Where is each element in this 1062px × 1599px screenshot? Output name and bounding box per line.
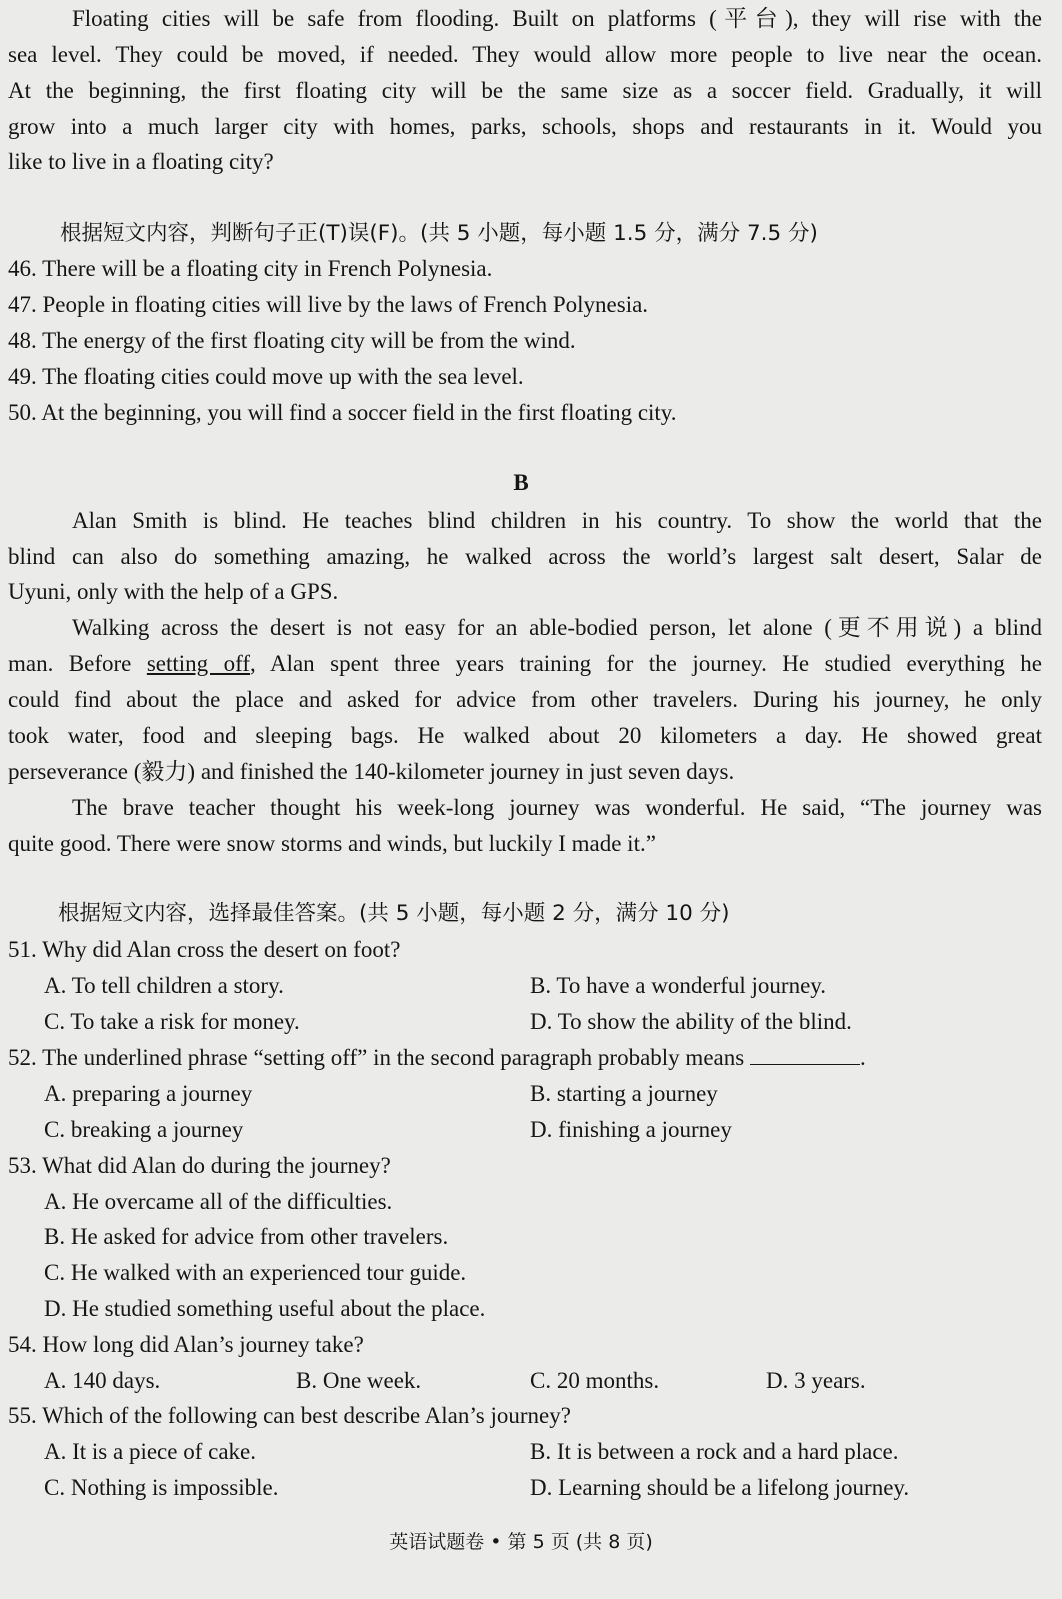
question-stem: 54. How long did Alan’s journey take? [8,1332,364,1357]
option: D. 3 years. [766,1368,866,1393]
tf-item: 49. The floating cities could move up with the sea level. [8,364,524,389]
section-b-label: B [513,470,529,495]
passage-a-line: Floating cities will be safe from flooding. Built on platforms (平台), they will rise with the [72,6,1042,31]
option: D. Learning should be a lifelong journey. [530,1475,910,1500]
passage-b-line: took water, food and sleeping bags. He walked about 20 kilometers a day. He showed great [8,723,1042,748]
passage-b-line: could find about the place and asked for advice from other travelers. During his journey, he only [8,687,1042,712]
question-stem: 51. Why did Alan cross the desert on foot? [8,937,401,962]
passage-a-line: At the beginning, the first floating city will be the same size as a soccer field. Gradually, it will [8,78,1042,103]
passage-b-line: Uyuni, only with the help of a GPS. [8,579,339,604]
passage-a-line: sea level. They could be moved, if needed. They would allow more people to live near the ocean. [8,42,1042,67]
option: B. To have a wonderful journey. [530,973,827,998]
tf-item: 46. There will be a floating city in French Polynesia. [8,256,493,281]
option: B. It is between a rock and a hard place. [530,1439,899,1464]
passage-b-line: Walking across the desert is not easy for an able-bodied person, let alone (更不用说) a blind [72,615,1042,640]
option: B. starting a journey [530,1081,718,1106]
option: D. finishing a journey [530,1117,732,1142]
passage-a-line: like to live in a floating city? [8,149,274,174]
page-footer: 英语试题卷 • 第 5 页 (共 8 页) [389,1531,653,1553]
question-stem: 52. The underlined phrase “setting off” in the second paragraph probably means . [8,1045,866,1070]
passage-b-line: The brave teacher thought his week-long journey was wonderful. He said, “The journey was [72,795,1042,820]
option: A. 140 days. [44,1368,161,1393]
mc-instruction: 根据短文内容，选择最佳答案。(共 5 小题，每小题 2 分，满分 10 分) [58,901,730,926]
option: A. It is a piece of cake. [44,1439,257,1464]
passage-b-text: man. Before [8,651,147,676]
tf-item: 50. At the beginning, you will find a soccer field in the first floating city. [8,400,677,425]
option: C. breaking a journey [44,1117,244,1142]
option: D. To show the ability of the blind. [530,1009,852,1034]
passage-b-line [8,649,1042,679]
passage-b-line: quite good. There were snow storms and winds, but luckily I made it.” [8,831,656,856]
tf-item: 47. People in floating cities will live by the laws of French Polynesia. [8,292,649,317]
passage-b-line: Alan Smith is blind. He teaches blind children in his country. To show the world that the [72,508,1042,533]
option: C. To take a risk for money. [44,1009,300,1034]
option: B. He asked for advice from other travelers. [44,1224,449,1249]
answer-blank [750,1044,860,1065]
question-stem-text: 52. The underlined phrase “setting off” in the second paragraph probably means [8,1045,745,1070]
tf-item: 48. The energy of the first floating city will be from the wind. [8,328,576,353]
option: C. He walked with an experienced tour guide. [44,1260,467,1285]
question-stem: 55. Which of the following can best describe Alan’s journey? [8,1403,571,1428]
option: D. He studied something useful about the place. [44,1296,486,1321]
option: C. 20 months. [530,1368,660,1393]
option: C. Nothing is impossible. [44,1475,279,1500]
passage-b-text: , Alan spent three years training for the journey. He studied everything he [250,651,1042,676]
passage-a-line: grow into a much larger city with homes, parks, schools, shops and restaurants in it. Would you [8,114,1042,139]
option: A. To tell children a story. [44,973,284,998]
passage-b-line: perseverance (毅力) and finished the 140-kilometer journey in just seven days. [8,759,735,784]
underlined-phrase: setting off [146,651,251,676]
question-stem: 53. What did Alan do during the journey? [8,1153,391,1178]
passage-b-line: blind can also do something amazing, he walked across the world’s largest salt desert, Salar de [8,544,1042,569]
tf-instruction: 根据短文内容，判断句子正(T)误(F)。(共 5 小题，每小题 1.5 分，满分 7.5 分) [60,221,818,246]
option: A. He overcame all of the difficulties. [44,1189,393,1214]
option: B. One week. [296,1368,422,1393]
option: A. preparing a journey [44,1081,253,1106]
